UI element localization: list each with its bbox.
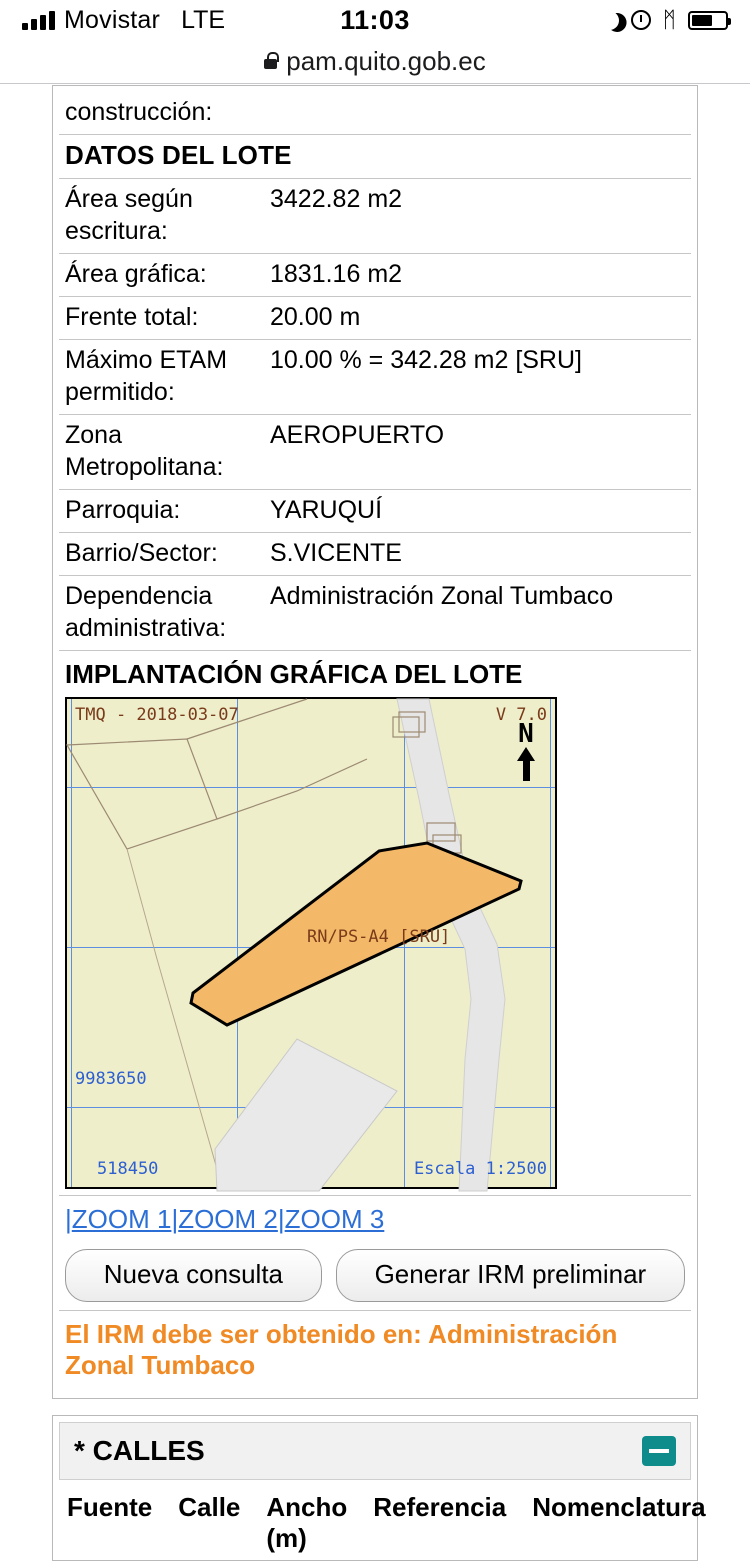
table-row-section-title (59, 135, 691, 179)
table-row (59, 490, 691, 533)
north-label: N (518, 719, 534, 750)
table-row (59, 533, 691, 576)
row-label: Barrio/Sector: (59, 533, 264, 576)
table-row (59, 576, 691, 651)
url-text: pam.quito.gob.ec (286, 46, 486, 76)
irm-content (52, 85, 706, 1561)
map-parcel-outline (67, 739, 217, 849)
partial-row-value (264, 92, 691, 135)
map-version: V 7.0 (495, 705, 547, 726)
partial-row-label: construcción: (65, 98, 213, 126)
calles-title: * CALLES (74, 1434, 205, 1466)
new-query-button[interactable]: Nueva consulta (65, 1249, 322, 1302)
bluetooth-icon: ᛗ (662, 7, 676, 32)
row-label: Parroquia: (59, 490, 264, 533)
zoom-separator-0: | (65, 1204, 72, 1235)
row-value: S.VICENTE (264, 533, 691, 576)
table-row (59, 297, 691, 340)
row-label: Área según escritura: (59, 179, 264, 254)
row-label: Área gráfica: (59, 254, 264, 297)
row-value: 1831.16 m2 (264, 254, 691, 297)
row-value: AEROPUERTO (264, 415, 691, 490)
row-label: Máximo ETAM permitido: (59, 340, 264, 415)
zoom-3-link[interactable]: ZOOM 3 (284, 1204, 385, 1235)
action-buttons (59, 1241, 691, 1310)
map-coord-east: 518450 (97, 1159, 159, 1180)
map-section-title: IMPLANTACIÓN GRÁFICA DEL LOTE (59, 650, 691, 697)
alarm-icon (631, 10, 651, 30)
zoom-separator-1: | (171, 1204, 179, 1235)
map-coord-north: 9983650 (75, 1069, 147, 1090)
row-value: 3422.82 m2 (264, 179, 691, 254)
table-row (59, 415, 691, 490)
map-lot-label: RN/PS-A4 [SRU] (307, 927, 451, 948)
status-bar (0, 0, 750, 40)
zoom-links (59, 1195, 691, 1241)
calles-column-header: Calle (178, 1491, 241, 1522)
calles-panel (52, 1415, 706, 1561)
zoom-2-link[interactable]: ZOOM 2 (178, 1204, 278, 1235)
zoom-1-link[interactable]: ZOOM 1 (71, 1204, 172, 1235)
irm-panel (52, 85, 698, 1399)
row-label: Dependencia administrativa: (59, 576, 264, 651)
row-value: 20.00 m (264, 297, 691, 340)
generate-irm-button[interactable]: Generar IRM preliminar (336, 1249, 685, 1302)
map-parcel-outline (217, 759, 367, 819)
map-container (59, 697, 691, 1195)
table-row-partial (59, 92, 691, 135)
calles-table-header (59, 1480, 706, 1554)
calles-header[interactable] (59, 1422, 691, 1480)
lot-data-table (59, 92, 691, 650)
row-value: 10.00 % = 342.28 m2 [SRU] (264, 340, 691, 415)
web-page-viewport[interactable] (0, 85, 750, 1553)
row-value: Administración Zonal Tumbaco (264, 576, 691, 651)
minus-icon[interactable] (642, 1436, 676, 1466)
calles-column-header: Referencia (373, 1491, 507, 1522)
calles-column-header: Fuente (67, 1491, 153, 1522)
north-arrow-icon (511, 719, 541, 781)
warning-message: El IRM debe ser obtenido en: Administración Zonal Tumbaco (59, 1310, 691, 1391)
section-title: DATOS DEL LOTE (59, 135, 691, 179)
calles-column-header: Nomenclatura (532, 1491, 706, 1522)
zoom-separator-2: | (277, 1204, 285, 1235)
lock-icon (264, 59, 277, 69)
clock-label: 11:03 (340, 4, 410, 35)
calles-column-header: Ancho (m) (266, 1491, 348, 1553)
browser-address-bar[interactable] (0, 40, 750, 84)
table-row (59, 254, 691, 297)
carrier-label: Movistar (64, 5, 161, 34)
row-value: YARUQUÍ (264, 490, 691, 533)
network-type-label: LTE (181, 5, 226, 34)
table-row (59, 179, 691, 254)
battery-icon (688, 11, 728, 30)
map-stamp: TMQ - 2018-03-07 (75, 705, 239, 726)
row-label: Frente total: (59, 297, 264, 340)
lot-map[interactable] (65, 697, 557, 1189)
map-scale-label: Escala 1:2500 (413, 1159, 547, 1180)
table-row (59, 340, 691, 415)
row-label: Zona Metropolitana: (59, 415, 264, 490)
map-adjacent-lot (215, 1039, 397, 1191)
